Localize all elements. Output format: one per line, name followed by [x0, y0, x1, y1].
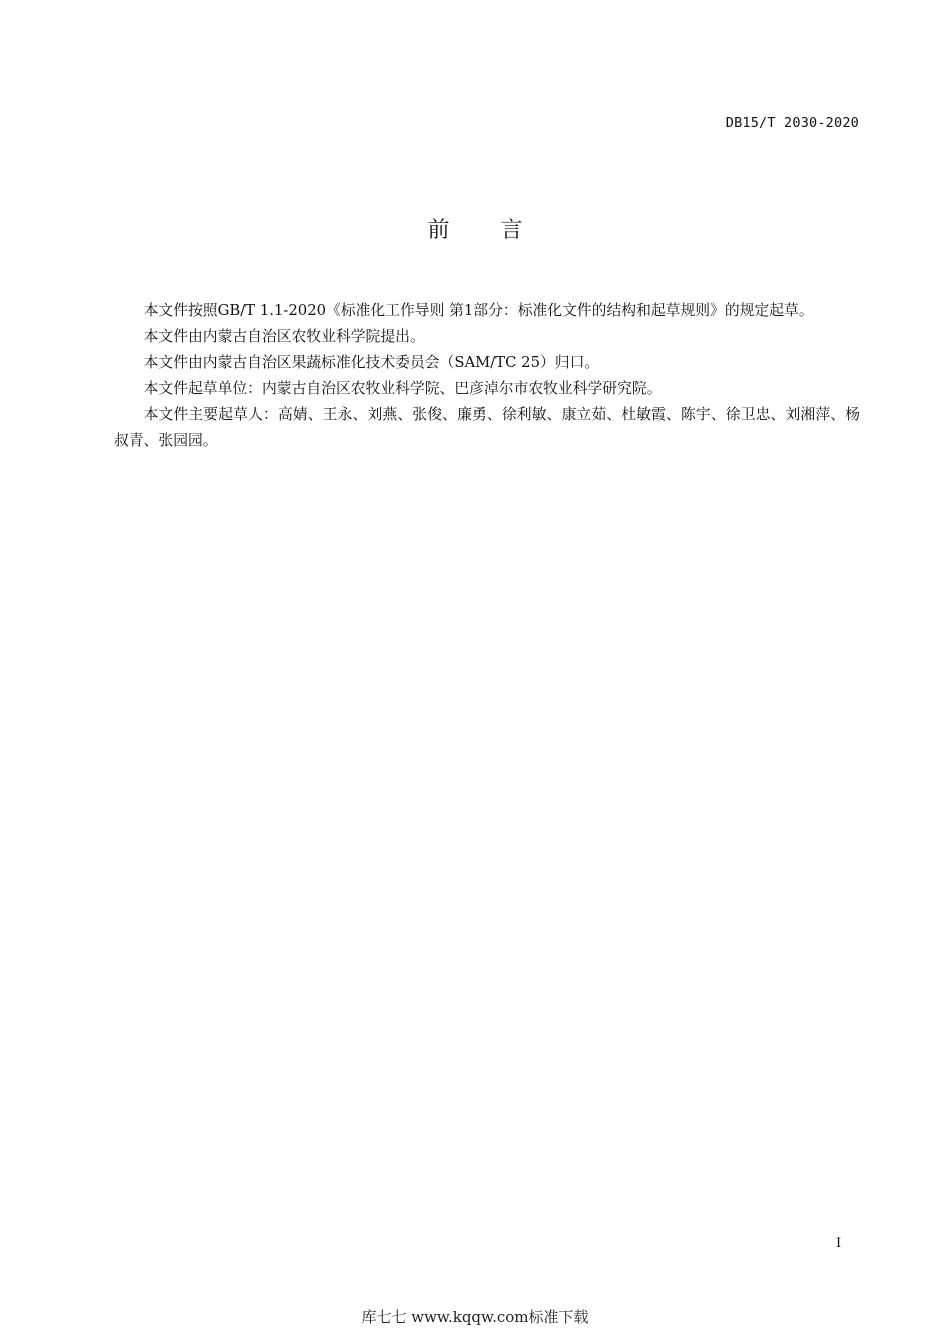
footer-watermark: 库七七 www.kqqw.com标准下载 [361, 1308, 589, 1326]
paragraph-drafters: 本文件主要起草人：高婧、王永、刘燕、张俊、廉勇、徐利敏、康立茹、杜敏霞、陈宇、徐卫忠、刘湘萍、杨叔青、张园园。 [114, 406, 860, 449]
page-number: I [836, 1236, 842, 1251]
paragraph-committee: 本文件由内蒙古自治区果蔬标准化技术委员会（SAM/TC 25）归口。 [143, 354, 600, 371]
paragraph-drafting-units: 本文件起草单位：内蒙古自治区农牧业科学院、巴彦淖尔市农牧业科学研究院。 [143, 380, 662, 397]
paragraph-drafting-rules: 本文件按照GB/T 1.1-2020《标准化工作导则 第1部分：标准化文件的结构和起草规则》的规定起草。 [143, 302, 814, 319]
foreword-body [114, 298, 860, 454]
document-code: DB15/T 2030-2020 [725, 115, 859, 131]
paragraph-proposer: 本文件由内蒙古自治区农牧业科学院提出。 [143, 328, 425, 345]
section-title: 前 言 [427, 218, 545, 243]
